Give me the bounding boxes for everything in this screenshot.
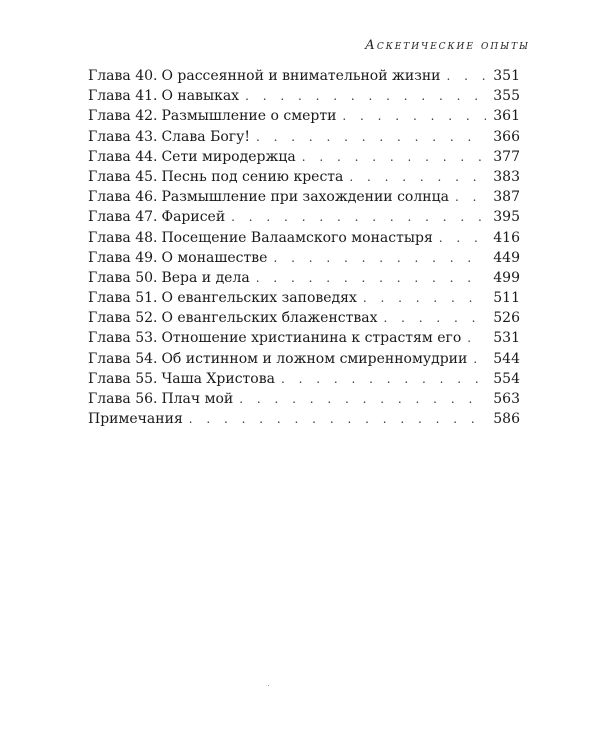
entry-page-number: 526 [493,310,520,327]
entry-title: Чаша Христова [161,370,275,387]
entry-title: О рассеянной и внимательной жизни [161,68,441,84]
dot-leader [281,369,486,389]
entry-page-number: 586 [493,411,520,428]
entry-chapter: Глава 55. [88,370,158,387]
entry-title: Вера и дела [161,269,250,286]
toc-entry[interactable] [88,187,520,207]
entry-page-number: 387 [493,189,520,206]
dot-leader [273,248,486,268]
entry-title: Размышление при захождении солнца [161,189,449,206]
entry-chapter: Глава 40. [88,68,158,84]
dot-leader [447,66,486,86]
entry-chapter: Глава 51. [88,290,158,307]
entry-page-number: 499 [493,269,520,286]
entry-chapter: Глава 49. [88,249,158,266]
toc-entry[interactable] [88,349,520,369]
dot-leader [256,268,486,288]
entry-title: О евангельских блаженствах [161,310,378,327]
entry-title: О навыках [161,88,240,105]
entry-page-number: 554 [493,370,520,387]
dot-leader [302,147,486,167]
dot-leader [455,187,486,207]
toc-entry[interactable] [88,308,520,328]
dot-leader [384,308,486,328]
toc-entry[interactable] [88,389,520,409]
entry-page-number: 531 [493,330,520,347]
toc-entry[interactable] [88,86,520,106]
entry-chapter: Глава 41. [88,88,158,105]
entry-page-number: 377 [493,148,520,165]
dot-leader [467,328,486,348]
toc-entry[interactable] [88,147,520,167]
dot-leader [342,106,486,126]
toc-entry[interactable] [88,127,520,147]
dot-leader [473,349,486,369]
dot-leader [349,167,486,187]
toc-entry[interactable] [88,248,520,268]
toc-entry[interactable] [88,268,520,288]
entry-page-number: 383 [493,168,520,185]
entry-page-number: 361 [493,108,520,125]
entry-chapter: Глава 46. [88,189,158,206]
entry-page-number: 416 [493,229,520,246]
toc-entry[interactable] [88,288,520,308]
entry-chapter: Глава 45. [88,168,158,185]
entry-title: Песнь под сению креста [161,168,344,185]
entry-chapter: Глава 53. [88,330,158,347]
entry-page-number: 395 [493,209,520,226]
entry-title: О монашестве [161,249,268,266]
entry-page-number: 563 [493,391,520,407]
toc-entry[interactable] [88,369,520,389]
table-of-contents [88,66,520,429]
entry-chapter: Глава 54. [88,350,158,367]
entry-title: Плач мой [161,391,234,407]
entry-title: Об истинном и ложном смиренномудрии [161,350,468,367]
toc-entry[interactable] [88,106,520,126]
dot-leader [189,409,486,429]
entry-title: Отношение христианина к страстям его [161,330,462,347]
entry-chapter: Глава 47. [88,209,158,226]
dot-leader [363,288,486,308]
entry-title: Посещение Валаамского монастыря [161,229,433,246]
toc-entry[interactable] [88,66,520,86]
entry-page-number: 544 [493,350,520,367]
dot-leader [439,228,486,248]
running-header: Аскетические опыты [365,38,530,53]
dot-leader [245,86,486,106]
toc-entry[interactable] [88,207,520,227]
entry-chapter: Глава 43. [88,128,158,145]
entry-chapter: Глава 42. [88,108,158,125]
dot-leader [239,389,486,409]
entry-title: Фарисей [161,209,226,226]
entry-title: Слава Богу! [161,128,250,145]
entry-chapter: Глава 52. [88,310,158,327]
entry-chapter: Глава 44. [88,148,158,165]
entry-page-number: 449 [493,249,520,266]
dot-leader [231,207,486,227]
entry-title: О евангельских заповедях [161,290,357,307]
entry-title: Размышление о смерти [161,108,337,125]
toc-entry[interactable] [88,228,520,248]
entry-chapter: Глава 50. [88,269,158,286]
entry-page-number: 366 [493,128,520,145]
entry-chapter: Глава 56. [88,391,158,407]
toc-entry[interactable] [88,328,520,348]
entry-page-number: 355 [493,88,520,105]
entry-title: Примечания [88,411,183,428]
entry-title: Сети миродержца [161,148,296,165]
print-speck [268,685,269,686]
entry-page-number: 351 [493,68,520,84]
entry-chapter: Глава 48. [88,229,158,246]
toc-entry-notes[interactable] [88,409,520,429]
toc-entry[interactable] [88,167,520,187]
dot-leader [256,127,486,147]
entry-page-number: 511 [493,290,520,307]
